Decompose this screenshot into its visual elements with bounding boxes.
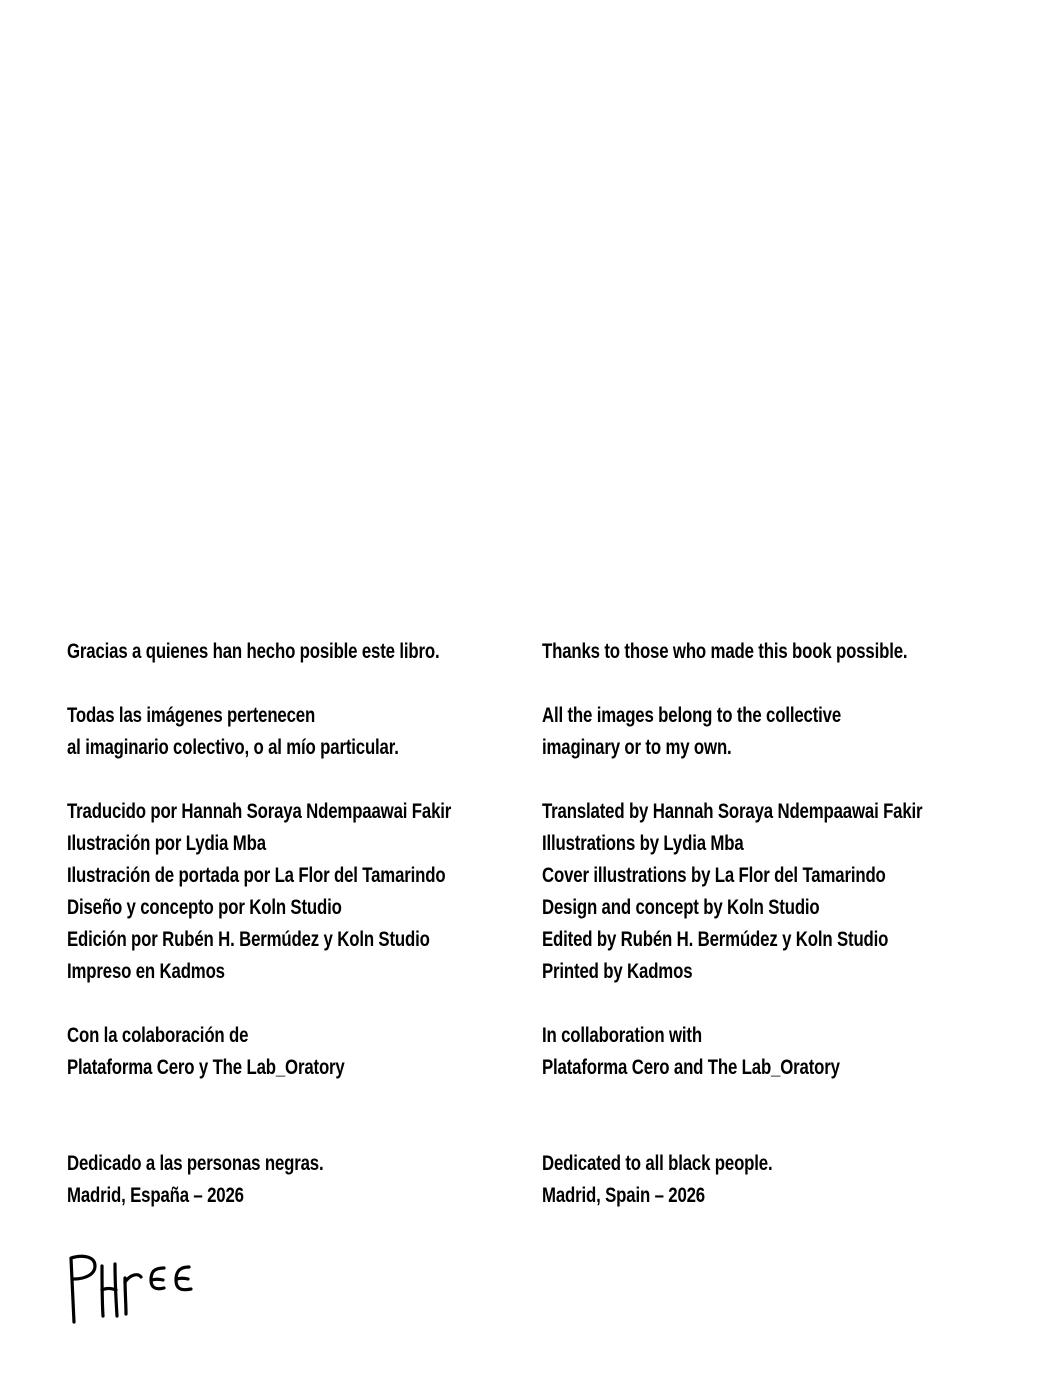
credits-block-es <box>67 796 517 988</box>
collaboration-block-es <box>67 1020 517 1084</box>
images-line: All the images belong to the collective <box>542 704 842 727</box>
credit-line: Cover illustrations by La Flor del Tamarindo <box>542 864 886 887</box>
credit-line: Edición por Rubén H. Bermúdez y Koln Studio <box>67 928 430 951</box>
spanish-column <box>67 636 517 1212</box>
dedication-line: Dedicado a las personas negras. <box>67 1152 324 1175</box>
dedication-line: Madrid, Spain – 2026 <box>542 1184 705 1207</box>
collaboration-line: In collaboration with <box>542 1024 702 1047</box>
collaboration-line: Plataforma Cero y The Lab_Oratory <box>67 1056 345 1079</box>
thanks-block-en <box>542 636 992 668</box>
dedication-block-es <box>67 1148 517 1212</box>
thanks-line: Gracias a quienes han hecho posible este libro. <box>67 640 440 663</box>
dedication-line: Madrid, España – 2026 <box>67 1184 244 1207</box>
images-line: Todas las imágenes pertenecen <box>67 704 316 727</box>
credit-line: Illustrations by Lydia Mba <box>542 832 744 855</box>
credit-line: Traducido por Hannah Soraya Ndempaawai Fakir <box>67 800 452 823</box>
images-block-en <box>542 700 992 764</box>
thanks-line: Thanks to those who made this book possible. <box>542 640 908 663</box>
collaboration-line: Con la colaboración de <box>67 1024 249 1047</box>
dedication-block-en <box>542 1148 992 1212</box>
credit-line: Translated by Hannah Soraya Ndempaawai Fakir <box>542 800 923 823</box>
credit-line: Edited by Rubén H. Bermúdez y Koln Studio <box>542 928 889 951</box>
images-line: imaginary or to my own. <box>542 736 732 759</box>
thanks-block-es <box>67 636 517 668</box>
credit-line: Printed by Kadmos <box>542 960 693 983</box>
images-block-es <box>67 700 517 764</box>
credit-line: Design and concept by Koln Studio <box>542 896 820 919</box>
english-column <box>542 636 992 1212</box>
credit-line: Diseño y concepto por Koln Studio <box>67 896 342 919</box>
signature-icon <box>64 1248 204 1328</box>
dedication-line: Dedicated to all black people. <box>542 1152 773 1175</box>
images-line: al imaginario colectivo, o al mío particular. <box>67 736 399 759</box>
collaboration-line: Plataforma Cero and The Lab_Oratory <box>542 1056 840 1079</box>
credits-block-en <box>542 796 992 988</box>
credit-line: Ilustración de portada por La Flor del Tamarindo <box>67 864 446 887</box>
credit-line: Ilustración por Lydia Mba <box>67 832 266 855</box>
credit-line: Impreso en Kadmos <box>67 960 225 983</box>
collaboration-block-en <box>542 1020 992 1084</box>
